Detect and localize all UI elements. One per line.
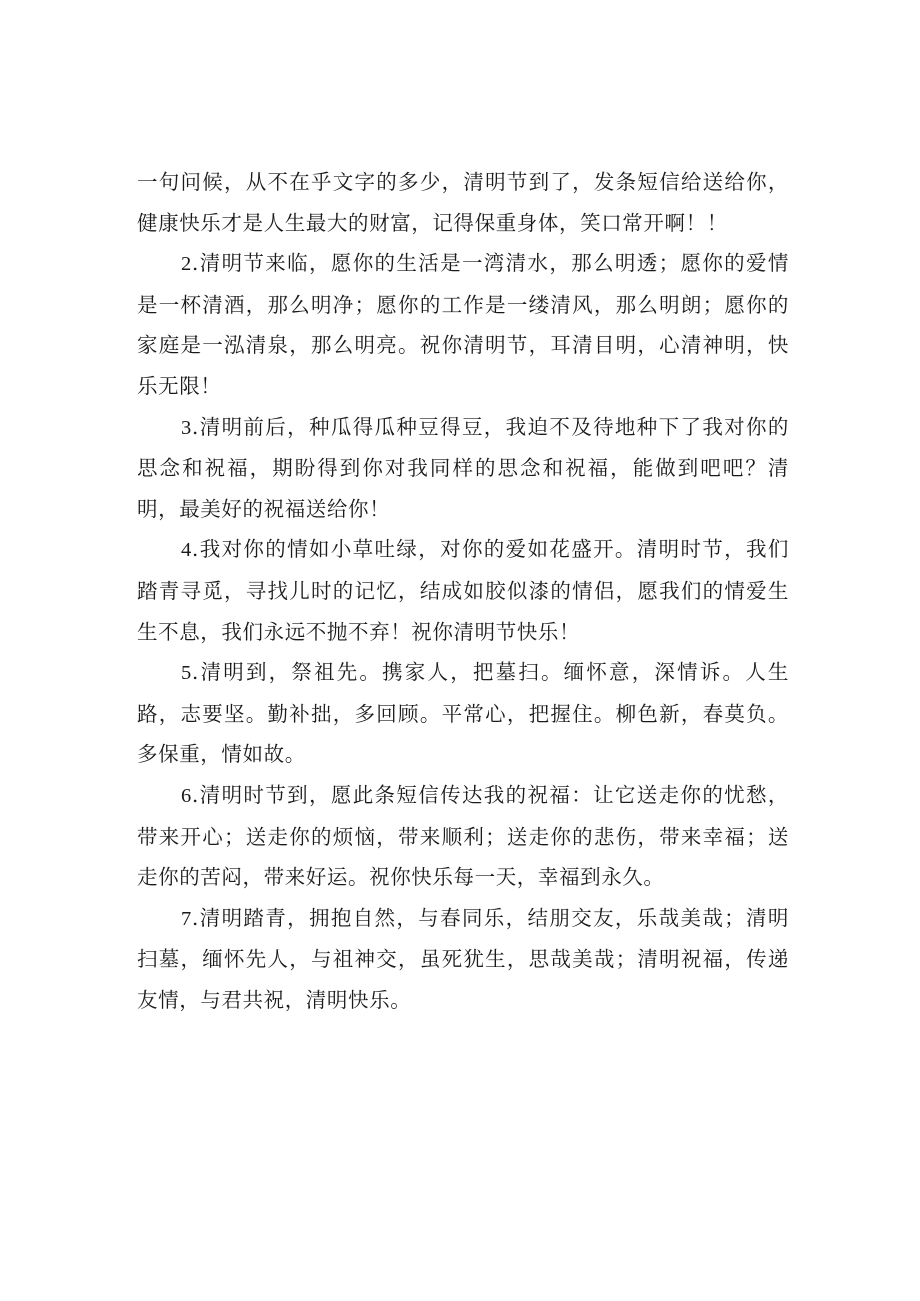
paragraph-4 [137,529,789,652]
paragraph-text: .清明到，祭祖先。携家人，把墓扫。缅怀意，深情诉。人生路，志要坚。勤补拙，多回顾。平常心，把握住。柳色新，春莫负。多保重，情如故。 [137,660,789,767]
paragraph-text: .清明时节到，愿此条短信传达我的祝福：让它送走你的忧愁，带来开心；送走你的烦恼，带来顺利；送走你的悲伤，带来幸福；送走你的苦闷，带来好运。祝你快乐每一天，幸福到永久。 [137,782,789,890]
paragraph-text: .我对你的情如小草吐绿，对你的爱如花盛开。清明时节，我们踏青寻觅，寻找儿时的记忆，结成如胶似漆的情侣，愿我们的情爱生生不息，我们永远不抛不弃！祝你清明节快乐！ [137,537,789,644]
paragraph-3 [137,407,789,530]
paragraph-number: 2 [181,253,192,276]
paragraph-number: 4 [181,539,192,562]
document-body [137,162,789,1020]
paragraph-text: .清明前后，种瓜得瓜种豆得豆，我迫不及待地种下了我对你的思念和祝福，期盼得到你对我同样的思念和祝福，能做到吧吧？清明，最美好的祝福送给你！ [137,414,789,521]
paragraph-2 [137,243,789,406]
paragraph-number: 3 [181,416,192,439]
paragraph-6 [137,775,789,898]
paragraph-number: 6 [181,784,192,807]
paragraph-7 [137,898,789,1021]
paragraph-text: 一句问候，从不在乎文字的多少，清明节到了，发条短信给送给你，健康快乐才是人生最大的财富，记得保重身体，笑口常开啊！！ [137,170,789,235]
paragraph-text: .清明踏青，拥抱自然，与春同乐，结朋交友，乐哉美哉；清明扫墓，缅怀先人，与祖神交，虽死犹生，思哉美哉；清明祝福，传递友情，与君共祝，清明快乐。 [137,905,789,1012]
paragraph-5 [137,652,789,775]
paragraph-1 [137,162,789,243]
paragraph-text: .清明节来临，愿你的生活是一湾清水，那么明透；愿你的爱情是一杯清酒，那么明净；愿你的工作是一缕清风，那么明朗；愿你的家庭是一泓清泉，那么明亮。祝你清明节，耳清目明，心清神明，快乐无限！ [137,251,789,398]
paragraph-number: 7 [181,907,192,930]
paragraph-number: 5 [181,662,192,685]
